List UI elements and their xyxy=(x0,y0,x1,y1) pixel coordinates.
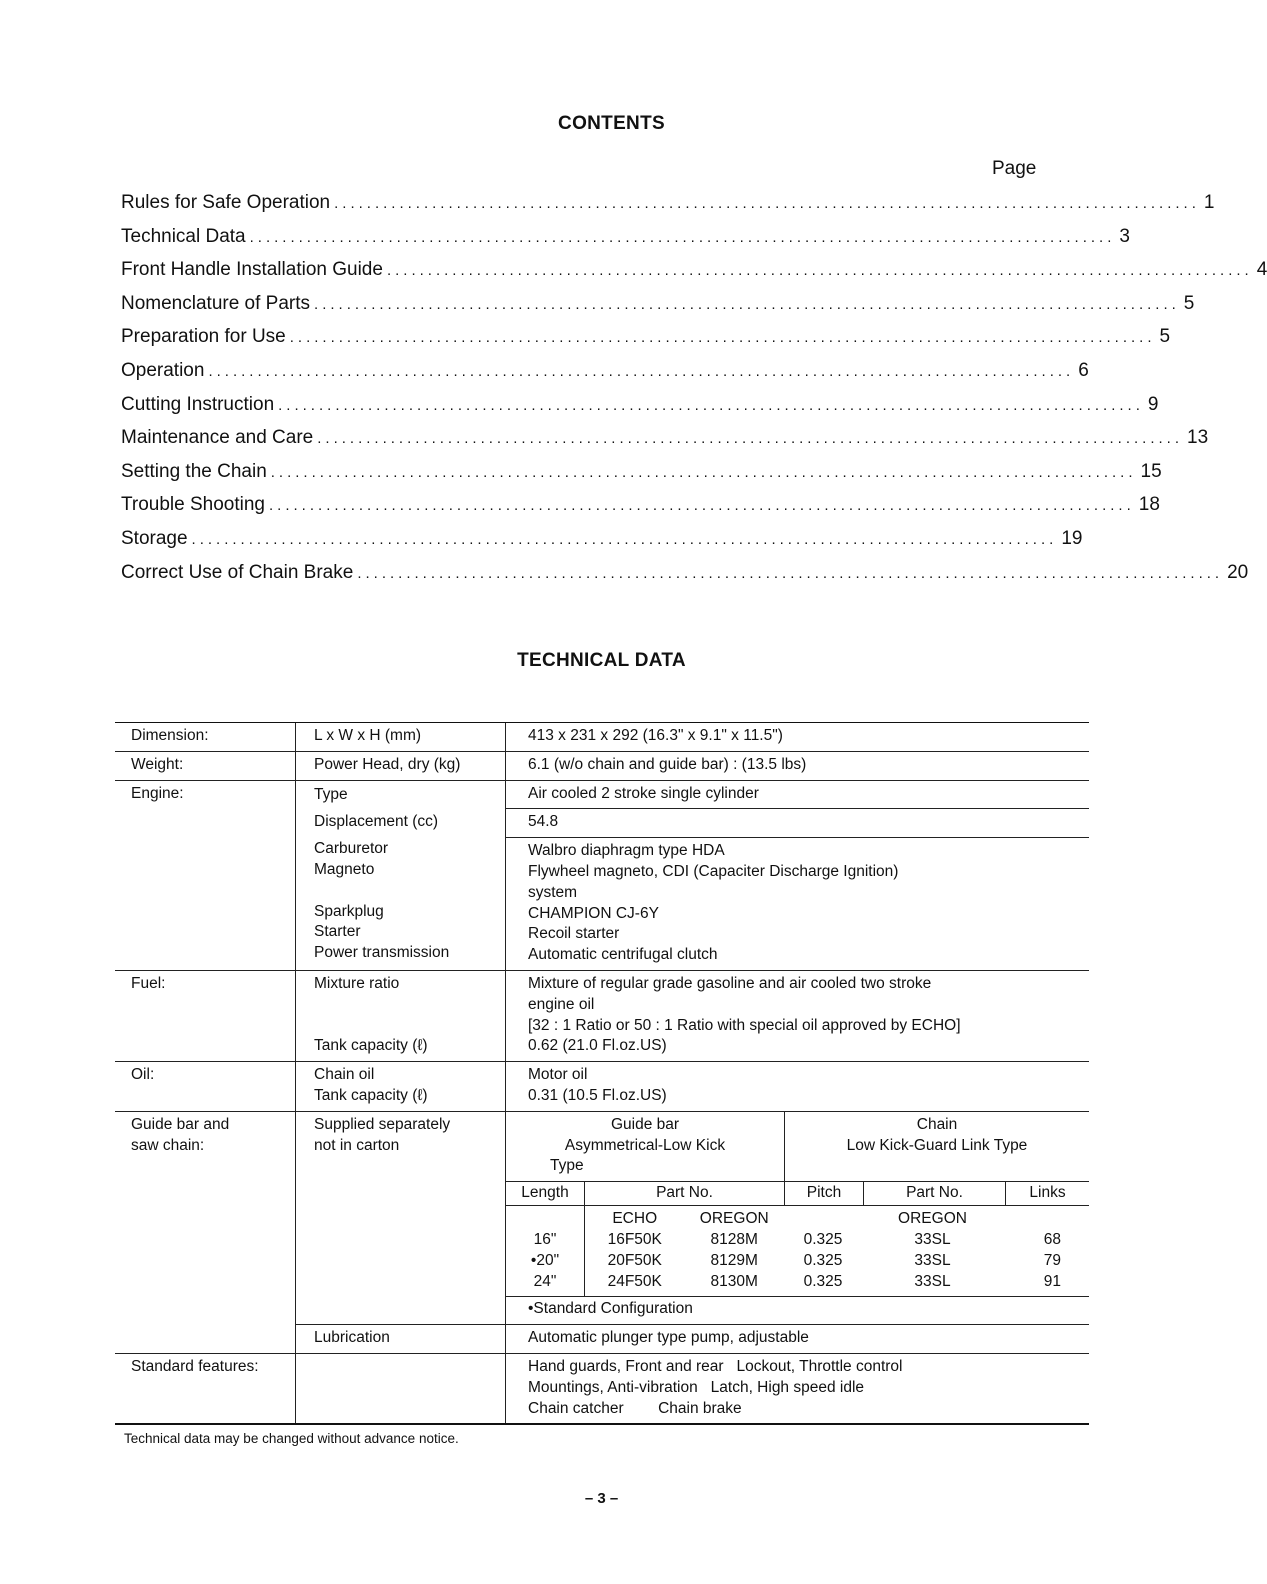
table-cell: 16F50K xyxy=(607,1230,662,1248)
toc-entry[interactable] xyxy=(121,359,1089,394)
row-label: Oil: xyxy=(131,1066,155,1084)
toc-entry[interactable] xyxy=(121,460,1162,495)
toc-leader: .......................................................................................................... xyxy=(317,430,1184,448)
col-links: Links xyxy=(1005,1182,1089,1205)
features-line: Mountings, Anti-vibration Latch, High speed idle xyxy=(528,1378,865,1396)
table-cell: 0.325 xyxy=(803,1251,843,1269)
carburetor-item: Carburetor xyxy=(314,840,389,858)
features-row xyxy=(115,1353,1089,1425)
guide-bar-row xyxy=(115,1111,1089,1353)
toc-entry[interactable] xyxy=(121,527,1083,562)
row-label-cont: saw chain: xyxy=(131,1136,205,1154)
row-label: Standard features: xyxy=(131,1357,259,1375)
table-cell: 8128M xyxy=(710,1230,758,1248)
table-cell: 91 xyxy=(1043,1272,1061,1290)
toc-leader: .......................................................................................................... xyxy=(208,362,1075,380)
chain-oil-item: Chain oil xyxy=(314,1066,375,1084)
guide-bar-item-cont: not in carton xyxy=(314,1136,400,1154)
table-cell: 20F50K xyxy=(607,1251,662,1269)
toc-entry-title: Correct Use of Chain Brake xyxy=(121,561,354,583)
toc-entry-page: 19 xyxy=(1061,527,1083,549)
table-cell: 8129M xyxy=(710,1251,758,1269)
toc-entry-page: 6 xyxy=(1078,359,1089,381)
table-cell: 24F50K xyxy=(607,1272,662,1290)
toc-leader: .......................................................................................................... xyxy=(314,295,1180,313)
technical-data-table xyxy=(115,722,1089,1425)
oil-row xyxy=(115,1061,1089,1111)
fuel-tank-item: Tank capacity (ℓ) xyxy=(314,1037,428,1055)
toc-leader: .......................................................................................................... xyxy=(386,262,1253,280)
standard-config-note: •Standard Configuration xyxy=(528,1300,693,1318)
toc-entry-title: Cutting Instruction xyxy=(121,393,275,415)
table-row: •20" xyxy=(530,1251,560,1269)
toc-entry-title: Front Handle Installation Guide xyxy=(121,259,383,281)
col-pitch: Pitch xyxy=(784,1182,863,1205)
toc-entry-page: 18 xyxy=(1138,494,1160,516)
guide-bar-header xyxy=(506,1112,1089,1181)
mixture-ratio-value-cont: engine oil xyxy=(528,995,595,1013)
toc-entry[interactable] xyxy=(121,192,1215,226)
toc-entry-page: 5 xyxy=(1159,326,1171,348)
toc-entry-title: Maintenance and Care xyxy=(121,427,314,449)
mixture-ratio-value: Mixture of regular grade gasoline and air cooled two stroke xyxy=(528,974,932,992)
sub-header-echo: ECHO xyxy=(612,1210,658,1228)
table-cell: 8130M xyxy=(710,1272,758,1290)
row-item: L x W x H (mm) xyxy=(314,727,422,744)
table-cell: 33SL xyxy=(914,1230,951,1248)
guide-bar-type: Asymmetrical-Low Kick xyxy=(564,1136,726,1154)
toc-entry-title: Operation xyxy=(121,359,205,381)
chain-type: Low Kick-Guard Link Type xyxy=(846,1136,1028,1154)
toc-entry-title: Rules for Safe Operation xyxy=(121,192,331,213)
guide-bar-item: Supplied separately xyxy=(314,1115,451,1133)
toc-entry-page: 20 xyxy=(1227,561,1249,583)
col-part-no: Part No. xyxy=(584,1182,784,1205)
fuel-row xyxy=(115,970,1089,1061)
mixture-ratio-item: Mixture ratio xyxy=(314,974,400,992)
toc-entry-page: 13 xyxy=(1187,427,1209,449)
toc-entry[interactable] xyxy=(121,393,1159,428)
toc-entry[interactable] xyxy=(121,427,1209,461)
row-label: Guide bar and xyxy=(131,1115,230,1133)
footnote: Technical data may be changed without advance notice. xyxy=(124,1431,459,1446)
engine-row xyxy=(115,780,1089,970)
starter-value: Recoil starter xyxy=(528,925,620,943)
oil-tank-value: 0.31 (10.5 Fl.oz.US) xyxy=(528,1086,667,1104)
power-transmission-value: Automatic centrifugal clutch xyxy=(528,946,718,964)
starter-item: Starter xyxy=(314,923,361,941)
table-row: 16" xyxy=(533,1230,557,1248)
table-row: 24" xyxy=(533,1272,557,1290)
sparkplug-value: CHAMPION CJ-6Y xyxy=(528,904,659,922)
table-cell: 33SL xyxy=(914,1251,951,1269)
guide-bar-column-headers xyxy=(506,1181,1089,1205)
table-cell: 33SL xyxy=(914,1272,951,1290)
toc-entry-page: 5 xyxy=(1183,292,1195,314)
power-transmission-item: Power transmission xyxy=(314,944,450,962)
toc-entry[interactable] xyxy=(121,561,1249,596)
toc-entry-page: 3 xyxy=(1119,225,1130,247)
toc-entry-page: 1 xyxy=(1203,192,1215,213)
toc-leader: .......................................................................................................... xyxy=(357,564,1224,582)
toc-entry-title: Storage xyxy=(121,527,188,549)
chain-heading: Chain xyxy=(916,1115,958,1133)
features-line: Chain catcher Chain brake xyxy=(528,1399,742,1417)
displacement-item: Displacement (cc) xyxy=(314,813,439,831)
toc-leader: .......................................................................................................... xyxy=(249,228,1116,246)
fuel-tank-value: 0.62 (21.0 Fl.oz.US) xyxy=(528,1037,667,1055)
engine-type-value: Air cooled 2 stroke single cylinder xyxy=(528,784,759,802)
magneto-item: Magneto xyxy=(314,860,375,878)
toc-leader: .......................................................................................................... xyxy=(278,396,1144,414)
weight-row xyxy=(115,751,1089,780)
row-item: Power Head, dry (kg) xyxy=(314,755,461,773)
toc-entry-title: Preparation for Use xyxy=(121,326,286,348)
lubrication-value: Automatic plunger type pump, adjustable xyxy=(528,1329,809,1347)
sub-header-oregon: OREGON xyxy=(699,1210,769,1228)
toc-entry-title: Technical Data xyxy=(121,225,246,247)
page-column-label: Page xyxy=(992,158,1037,179)
toc-entry[interactable] xyxy=(121,292,1195,327)
toc-entry[interactable] xyxy=(121,259,1267,293)
mixture-ratio-note: [32 : 1 Ratio or 50 : 1 Ratio with special oil approved by ECHO] xyxy=(528,1016,961,1034)
oil-tank-item: Tank capacity (ℓ) xyxy=(314,1086,428,1104)
row-value: 413 x 231 x 292 (16.3" x 9.1" x 11.5") xyxy=(528,727,783,744)
row-label: Fuel: xyxy=(131,974,166,992)
toc-entry-page: 4 xyxy=(1256,259,1267,281)
carburetor-value: Walbro diaphragm type HDA xyxy=(528,842,725,860)
guide-bar-type-cont: Type xyxy=(550,1157,584,1175)
lubrication-item: Lubrication xyxy=(314,1329,390,1347)
row-label: Weight: xyxy=(131,755,184,773)
sub-header-chain-oregon: OREGON xyxy=(898,1210,967,1228)
toc-leader: .......................................................................................................... xyxy=(289,329,1156,347)
features-line: Hand guards, Front and rear Lockout, Throttle control xyxy=(528,1357,903,1375)
table-cell: 68 xyxy=(1043,1230,1061,1248)
sparkplug-item: Sparkplug xyxy=(314,902,384,920)
dimension-row xyxy=(115,722,1089,751)
guide-bar-data xyxy=(506,1205,1089,1296)
col-chain-part-no: Part No. xyxy=(863,1182,1005,1205)
page-number: – 3 – xyxy=(584,1490,619,1507)
table-of-contents xyxy=(121,192,1267,595)
toc-entry-page: 9 xyxy=(1147,393,1159,415)
magneto-value-cont: system xyxy=(528,883,578,901)
toc-entry-title: Nomenclature of Parts xyxy=(121,292,311,314)
table-cell: 79 xyxy=(1043,1251,1061,1269)
engine-type-item: Type xyxy=(314,785,348,803)
guide-bar-heading: Guide bar xyxy=(610,1115,680,1133)
row-label: Engine: xyxy=(131,784,184,802)
table-cell: 0.325 xyxy=(803,1272,843,1290)
col-length: Length xyxy=(521,1184,569,1202)
toc-leader: .......................................................................................................... xyxy=(334,195,1200,212)
table-cell: 0.325 xyxy=(803,1230,843,1248)
contents-title: CONTENTS xyxy=(558,113,665,134)
toc-leader: .......................................................................................................... xyxy=(191,530,1058,548)
magneto-value: Flywheel magneto, CDI (Capaciter Discharge Ignition) xyxy=(528,862,899,880)
toc-entry[interactable] xyxy=(121,494,1160,528)
displacement-value: 54.8 xyxy=(528,813,559,831)
chain-oil-value: Motor oil xyxy=(528,1066,588,1084)
toc-entry-title: Trouble Shooting xyxy=(121,494,266,516)
technical-data-title: TECHNICAL DATA xyxy=(517,650,686,671)
toc-entry-title: Setting the Chain xyxy=(121,460,267,482)
toc-entry-page: 15 xyxy=(1140,460,1162,482)
toc-leader: .......................................................................................................... xyxy=(270,463,1137,481)
toc-entry[interactable] xyxy=(121,326,1171,360)
toc-leader: .......................................................................................................... xyxy=(269,497,1135,515)
row-value: 6.1 (w/o chain and guide bar) : (13.5 lbs) xyxy=(528,755,807,773)
row-label: Dimension: xyxy=(131,727,209,744)
toc-entry[interactable] xyxy=(121,225,1130,260)
